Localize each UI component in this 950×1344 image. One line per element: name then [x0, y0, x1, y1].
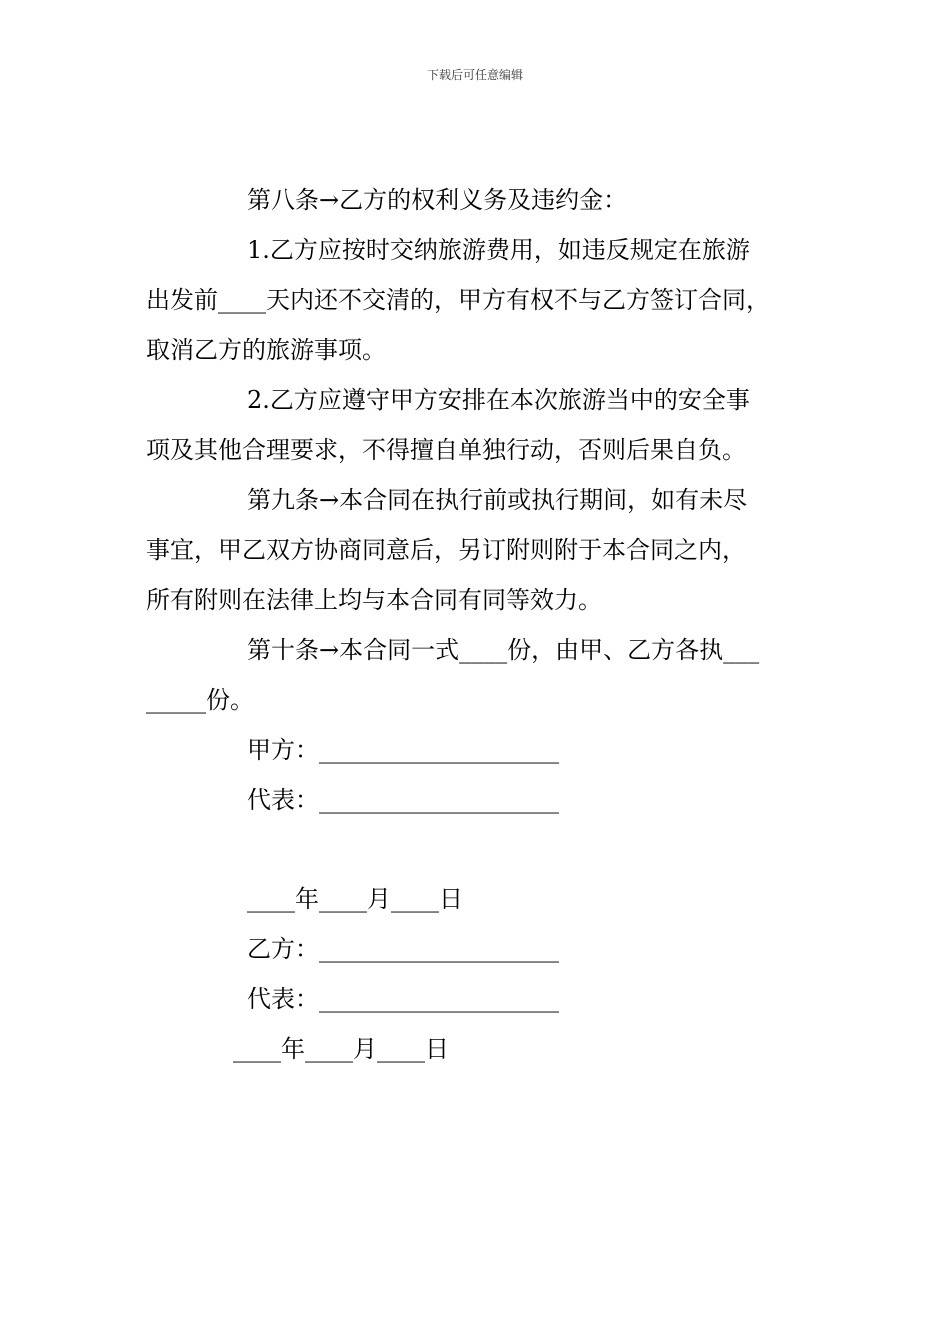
party-a-signature-line: 甲方：____________________ [247, 736, 559, 764]
party-a-date-line: ____年____月____日 [247, 885, 463, 913]
party-b-signature-line: 乙方：____________________ [247, 935, 559, 963]
article-8-item-2-line-2: 项及其他合理要求，不得擅自单独行动，否则后果自负。 [146, 436, 746, 464]
header-note: 下载后可任意编辑 [426, 68, 523, 82]
party-b-date-line: ____年____月____日 [233, 1035, 449, 1063]
article-9-line-1: 第九条→本合同在执行前或执行期间，如有未尽 [247, 486, 748, 514]
article-10-line-1: 第十条→本合同一式____份，由甲、乙方各执___ [247, 636, 760, 664]
article-8-item-1-line-3: 取消乙方的旅游事项。 [146, 336, 386, 364]
article-8-item-1-line-2: 出发前____天内还不交清的，甲方有权不与乙方签订合同， [146, 286, 770, 314]
article-8-item-2-line-1: 2.乙方应遵守甲方安排在本次旅游当中的安全事 [247, 386, 750, 414]
article-8-item-1-line-1: 1.乙方应按时交纳旅游费用，如违反规定在旅游 [247, 236, 750, 264]
party-a-representative-line: 代表：____________________ [247, 786, 559, 814]
article-10-line-2: _____份。 [146, 686, 254, 714]
party-b-representative-line: 代表：____________________ [247, 985, 559, 1013]
article-8-heading: 第八条→乙方的权利义务及违约金： [247, 186, 628, 214]
article-9-line-2: 事宜，甲乙双方协商同意后，另订附则附于本合同之内， [146, 536, 746, 564]
article-9-line-3: 所有附则在法律上均与本合同有同等效力。 [146, 586, 602, 614]
